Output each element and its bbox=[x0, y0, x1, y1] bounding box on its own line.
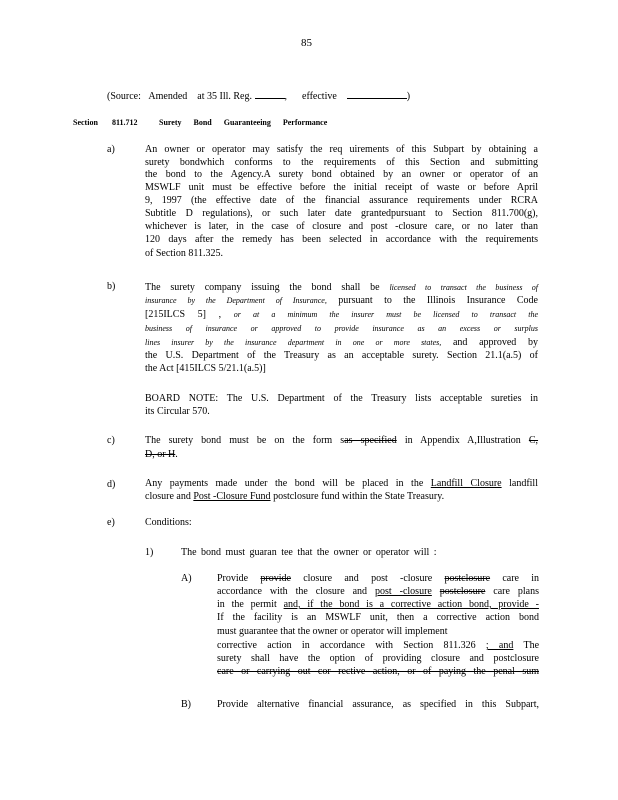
paragraph-B: Provide alternative financial assurance, as specified in this Subpart, bbox=[217, 699, 539, 710]
conditions-heading: Conditions: bbox=[145, 517, 192, 528]
label-a: a) bbox=[107, 144, 115, 155]
label-A: A) bbox=[181, 573, 192, 584]
section-number: 811.712 bbox=[112, 118, 138, 127]
label-e: e) bbox=[107, 517, 115, 528]
page-number: 85 bbox=[301, 37, 312, 49]
condition-1-text: The bond must guaran tee that the owner or operator will : bbox=[181, 547, 437, 558]
label-e1: 1) bbox=[145, 547, 154, 558]
label-c: c) bbox=[107, 435, 115, 446]
section-title: Surety Bond Guaranteeing Performance bbox=[159, 118, 328, 127]
label-d: d) bbox=[107, 479, 116, 490]
source-line: (Source: Amended at 35 Ill. Reg. , effective ) bbox=[107, 88, 410, 103]
section-word: Section bbox=[73, 118, 98, 127]
label-b: b) bbox=[107, 281, 116, 292]
label-B: B) bbox=[181, 699, 191, 710]
